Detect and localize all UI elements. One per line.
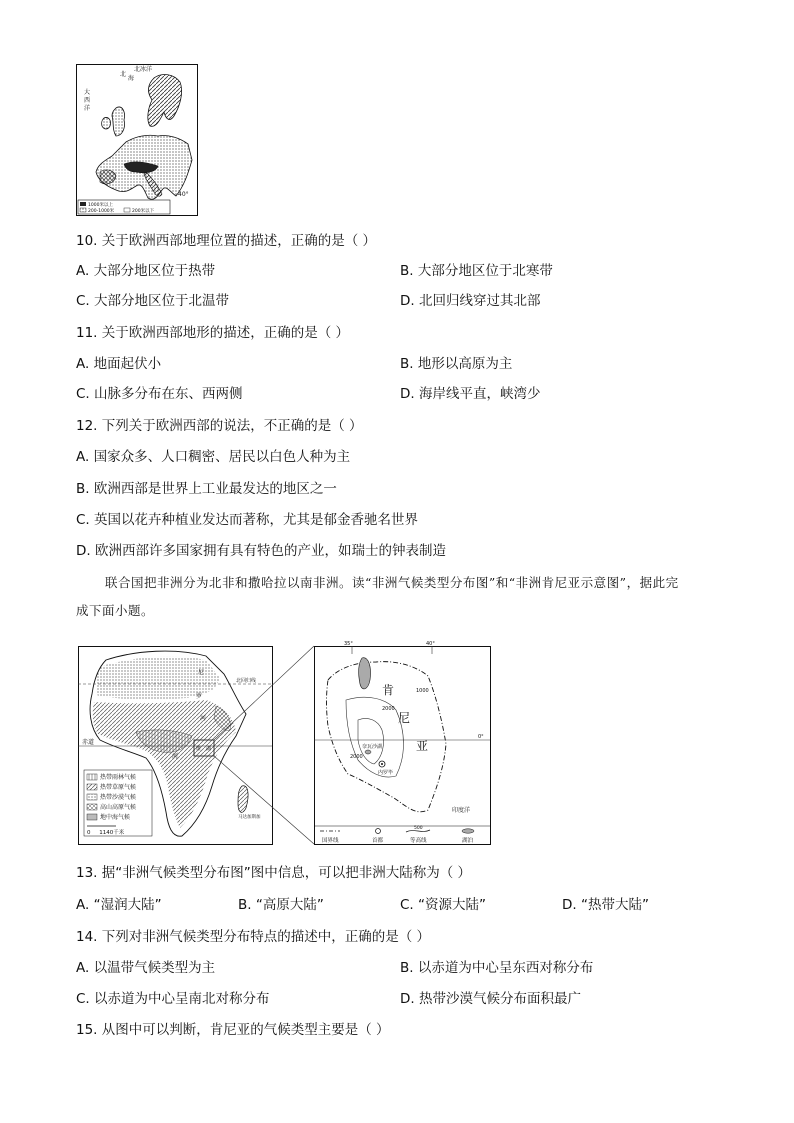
question-10-option-b[interactable]: B. 大部分地区位于北寒带 xyxy=(400,263,553,279)
kenya-contour-label-a: 2000 xyxy=(382,706,395,712)
question-13-stem: 13. 据“非洲气候类型分布图”图中信息，可以把非洲大陆称为（ ） xyxy=(76,865,472,881)
kenya-contour-label-d: 2000 xyxy=(350,754,363,760)
legend-label-mediterranean: 地中海气候 xyxy=(100,814,131,821)
question-10-option-a[interactable]: A. 大部分地区位于热带 xyxy=(76,263,216,279)
kenya-capital-label: 内罗毕 xyxy=(378,770,394,776)
africa-scale-label: 0 1140千米 xyxy=(87,830,125,836)
legend-contour-value: 500 xyxy=(414,826,423,831)
legend-lake-label: 湖泊 xyxy=(462,838,474,844)
legend-lake-sample xyxy=(462,829,474,833)
europe-ocean-char-1: 大 xyxy=(84,89,91,96)
europe-ocean-char-3: 洋 xyxy=(84,105,91,112)
kenya-ocean-label: 印度洋 xyxy=(452,807,471,814)
kenya-contour-label-b: 1000 xyxy=(416,688,429,694)
kenya-capital-dot xyxy=(381,763,383,765)
africa-kenya-maps xyxy=(76,640,496,850)
question-13-option-a[interactable]: A. “湿润大陆” xyxy=(76,897,162,913)
legend-capital-label: 首都 xyxy=(372,838,384,844)
kenya-lon-b-label: 40° xyxy=(426,641,435,647)
legend-text-low: 200米以下 xyxy=(132,209,155,214)
question-11-option-b[interactable]: B. 地形以高原为主 xyxy=(400,356,513,372)
legend-swatch-mediterranean xyxy=(87,814,97,820)
kenya-name-char-2: 尼 xyxy=(398,711,411,725)
europe-sea-label-a: 北 xyxy=(120,71,127,78)
question-11-option-d[interactable]: D. 海岸线平直，峡湾少 xyxy=(400,386,541,402)
legend-swatch-desert xyxy=(87,794,97,800)
question-11-option-c[interactable]: C. 山脉多分布在东、西两侧 xyxy=(76,386,243,402)
africa-tropic-label: 北回归线 xyxy=(236,678,257,684)
kenya-lake-label: 奈瓦沙湖 xyxy=(362,744,383,750)
kenya-lon-a-label: 35° xyxy=(344,641,353,647)
europe-ocean-char-2: 西 xyxy=(84,97,91,104)
legend-label-highland: 高山高原气候 xyxy=(100,804,137,811)
legend-swatch-rainforest xyxy=(87,774,97,780)
africa-lake-label-a: 维 xyxy=(196,746,202,752)
legend-label-desert: 热带沙漠气候 xyxy=(100,794,137,801)
question-15-stem: 15. 从图中可以判断，肯尼亚的气候类型主要是（ ） xyxy=(76,1022,390,1038)
europe-sea-label-b: 海 xyxy=(128,75,135,82)
legend-contour-label: 等高线 xyxy=(410,838,427,844)
question-12-stem: 12. 下列关于欧洲西部的说法，不正确的是（ ） xyxy=(76,418,363,434)
legend-capital-sample xyxy=(376,829,381,834)
kenya-map-frame xyxy=(315,647,491,845)
kenya-lat-label: 0° xyxy=(478,734,484,740)
question-13-option-c[interactable]: C. “资源大陆” xyxy=(400,897,486,913)
legend-swatch-highland xyxy=(87,804,97,810)
europe-lat-label: 40° xyxy=(178,191,189,198)
kenya-naivasha-lake xyxy=(365,750,371,754)
africa-congo-label: 河 xyxy=(172,753,179,760)
question-12-option-b[interactable]: B. 欧洲西部是世界上工业最发达的地区之一 xyxy=(76,481,337,497)
africa-lake-label-b: 湖 xyxy=(206,746,212,752)
question-14-stem: 14. 下列对非洲气候类型分布特点的描述中，正确的是（ ） xyxy=(76,929,431,945)
question-11-option-a[interactable]: A. 地面起伏小 xyxy=(76,356,162,372)
africa-nile-char-2: 罗 xyxy=(196,693,203,700)
madagascar-label: 马达加斯加 xyxy=(238,815,261,820)
legend-swatch-high xyxy=(80,202,86,206)
question-12-option-a[interactable]: A. 国家众多、人口稠密、居民以白色人种为主 xyxy=(76,449,351,465)
legend-text-high: 1000米以上 xyxy=(88,203,113,208)
kenya-rift-lake xyxy=(359,658,371,689)
question-14-option-c[interactable]: C. 以赤道为中心呈南北对称分布 xyxy=(76,991,270,1007)
question-11-stem: 11. 关于欧洲西部地形的描述，正确的是（ ） xyxy=(76,325,350,341)
legend-swatch-low xyxy=(124,208,130,212)
question-13-option-d[interactable]: D. “热带大陆” xyxy=(562,897,649,913)
question-13-option-b[interactable]: B. “高原大陆” xyxy=(238,897,324,913)
legend-label-savanna: 热带草原气候 xyxy=(100,784,137,791)
question-10-option-c[interactable]: C. 大部分地区位于北温带 xyxy=(76,293,230,309)
material-intro-line-1: 联合国把非洲分为北非和撒哈拉以南非洲。读“非洲气候类型分布图”和“非洲肯尼亚示意图”，据此完 xyxy=(105,575,679,590)
kenya-name-char-3: 亚 xyxy=(416,739,429,753)
question-10-stem: 10. 关于欧洲西部地理位置的描述，正确的是（ ） xyxy=(76,233,377,249)
question-10-option-d[interactable]: D. 北回归线穿过其北部 xyxy=(400,293,541,309)
material-intro-line-2: 成下面小题。 xyxy=(76,603,155,618)
question-14-option-a[interactable]: A. 以温带气候类型为主 xyxy=(76,960,216,976)
kenya-name-char-1: 肯 xyxy=(382,683,395,697)
legend-swatch-mid xyxy=(80,208,86,212)
africa-nile-char-1: 尼 xyxy=(198,669,205,676)
ireland-shape xyxy=(102,117,111,129)
legend-label-rainforest: 热带雨林气候 xyxy=(100,774,137,781)
africa-equator-label: 赤道 xyxy=(82,739,95,746)
question-12-option-c[interactable]: C. 英国以花卉种植业发达而著称，尤其是郁金香驰名世界 xyxy=(76,512,419,528)
africa-nile-char-3: 河 xyxy=(200,715,207,722)
question-14-option-b[interactable]: B. 以赤道为中心呈东西对称分布 xyxy=(400,960,594,976)
britain-shape xyxy=(112,107,125,136)
question-14-option-d[interactable]: D. 热带沙漠气候分布面积最广 xyxy=(400,991,581,1007)
question-12-option-d[interactable]: D. 欧洲西部许多国家拥有具有特色的产业，如瑞士的钟表制造 xyxy=(76,543,446,559)
europe-sea-north-label: 北冰洋 xyxy=(134,66,153,73)
legend-border-label: 国界线 xyxy=(322,838,339,844)
legend-text-mid: 200-1000米 xyxy=(88,209,115,214)
europe-map xyxy=(76,64,198,216)
legend-swatch-savanna xyxy=(87,784,97,790)
